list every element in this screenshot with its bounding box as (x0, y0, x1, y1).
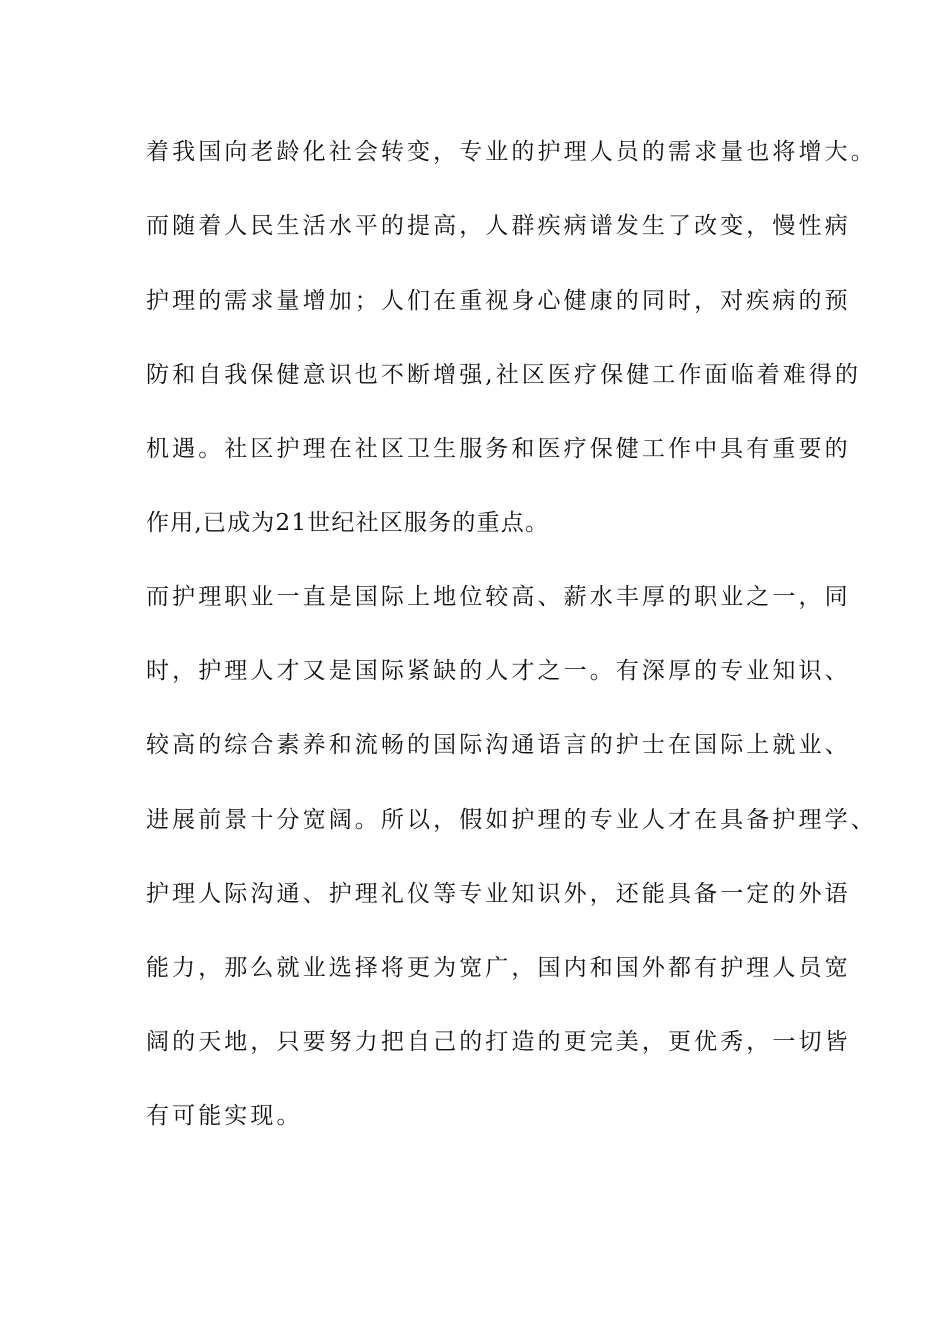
text-line: 护理的需求量增加；人们在重视身心健康的同时，对疾病的预 (146, 288, 851, 314)
text-line: 而护理职业一直是国际上地位较高、薪水丰厚的职业之一，同 (146, 584, 851, 610)
text-line: 进展前景十分宽阔。所以，假如护理的专业人才在具备护理学、 (146, 807, 877, 833)
text-line: 有可能实现。 (146, 1103, 303, 1129)
text-line: 而随着人民生活水平的提高，人群疾病谱发生了改变，慢性病 (146, 213, 851, 239)
text-line: 着我国向老龄化社会转变，专业的护理人员的需求量也将增大。 (146, 139, 877, 165)
text-line: 机遇。社区护理在社区卫生服务和医疗保健工作中具有重要的 (146, 436, 851, 462)
text-line: 阔的天地，只要努力把自己的打造的更完美，更优秀，一切皆 (146, 1029, 851, 1055)
text-line: 能力，那么就业选择将更为宽广，国内和国外都有护理人员宽 (146, 955, 851, 981)
text-line: 防和自我保健意识也不断增强,社区医疗保健工作面临着难得的 (146, 362, 862, 388)
text-line: 较高的综合素养和流畅的国际沟通语言的护士在国际上就业、 (146, 732, 851, 758)
text-line: 护理人际沟通、护理礼仪等专业知识外，还能具备一定的外语 (146, 881, 851, 907)
text-line: 作用,已成为21世纪社区服务的重点。 (146, 510, 550, 536)
text-line: 时，护理人才又是国际紧缺的人才之一。有深厚的专业知识、 (146, 658, 851, 684)
